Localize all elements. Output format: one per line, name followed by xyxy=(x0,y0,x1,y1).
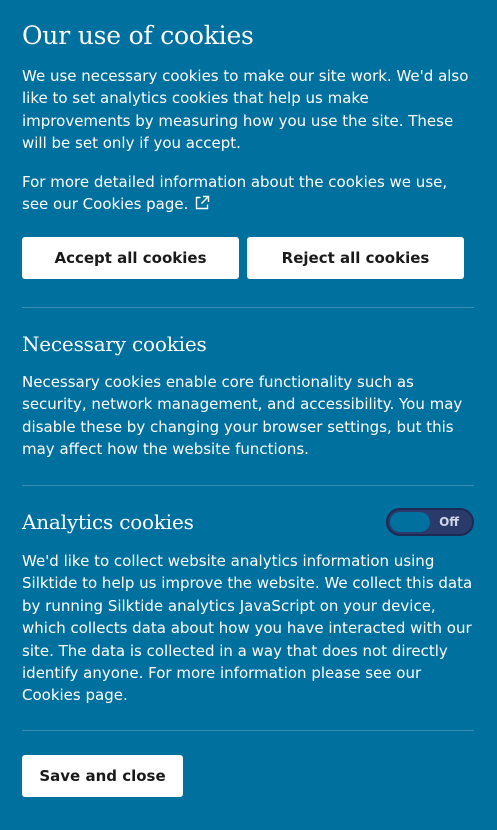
analytics-toggle[interactable] xyxy=(386,508,474,536)
divider xyxy=(22,485,474,486)
reject-all-button[interactable]: Reject all cookies xyxy=(247,237,464,279)
banner-intro: We use necessary cookies to make our site work. We'd also like to set analytics cookies that help us make improvements by measuring how you use the site. These will be set only if you accept. xyxy=(22,67,469,153)
banner-title: Our use of cookies xyxy=(22,21,254,50)
more-info-prefix: For more detailed information about the cookies we use, see our xyxy=(22,173,448,214)
divider xyxy=(22,307,474,308)
divider xyxy=(22,730,474,731)
banner-more-info xyxy=(22,171,477,216)
analytics-cookies-description: We'd like to collect website analytics information using Silktide to help us improve the website. We collect this data by running Silktide analytics JavaScript on your device, which collects data about how you have interacted with our site. The data is collected in a way that does not directly identify anyone. For more information please see our Cookies page. xyxy=(22,552,473,705)
cookies-page-link[interactable]: Cookies page. xyxy=(82,195,189,214)
save-and-close-button[interactable]: Save and close xyxy=(22,755,183,797)
toggle-state-label: Off xyxy=(439,515,459,529)
accept-all-button[interactable]: Accept all cookies xyxy=(22,237,239,279)
external-link-icon[interactable] xyxy=(194,195,210,211)
toggle-knob xyxy=(390,512,430,532)
analytics-cookies-title: Analytics cookies xyxy=(22,510,194,534)
necessary-cookies-description: Necessary cookies enable core functionality such as security, network management, and accessibility. You may disable these by changing your browser settings, but this may affect how the website functions. xyxy=(22,373,463,459)
necessary-cookies-title: Necessary cookies xyxy=(22,332,207,356)
